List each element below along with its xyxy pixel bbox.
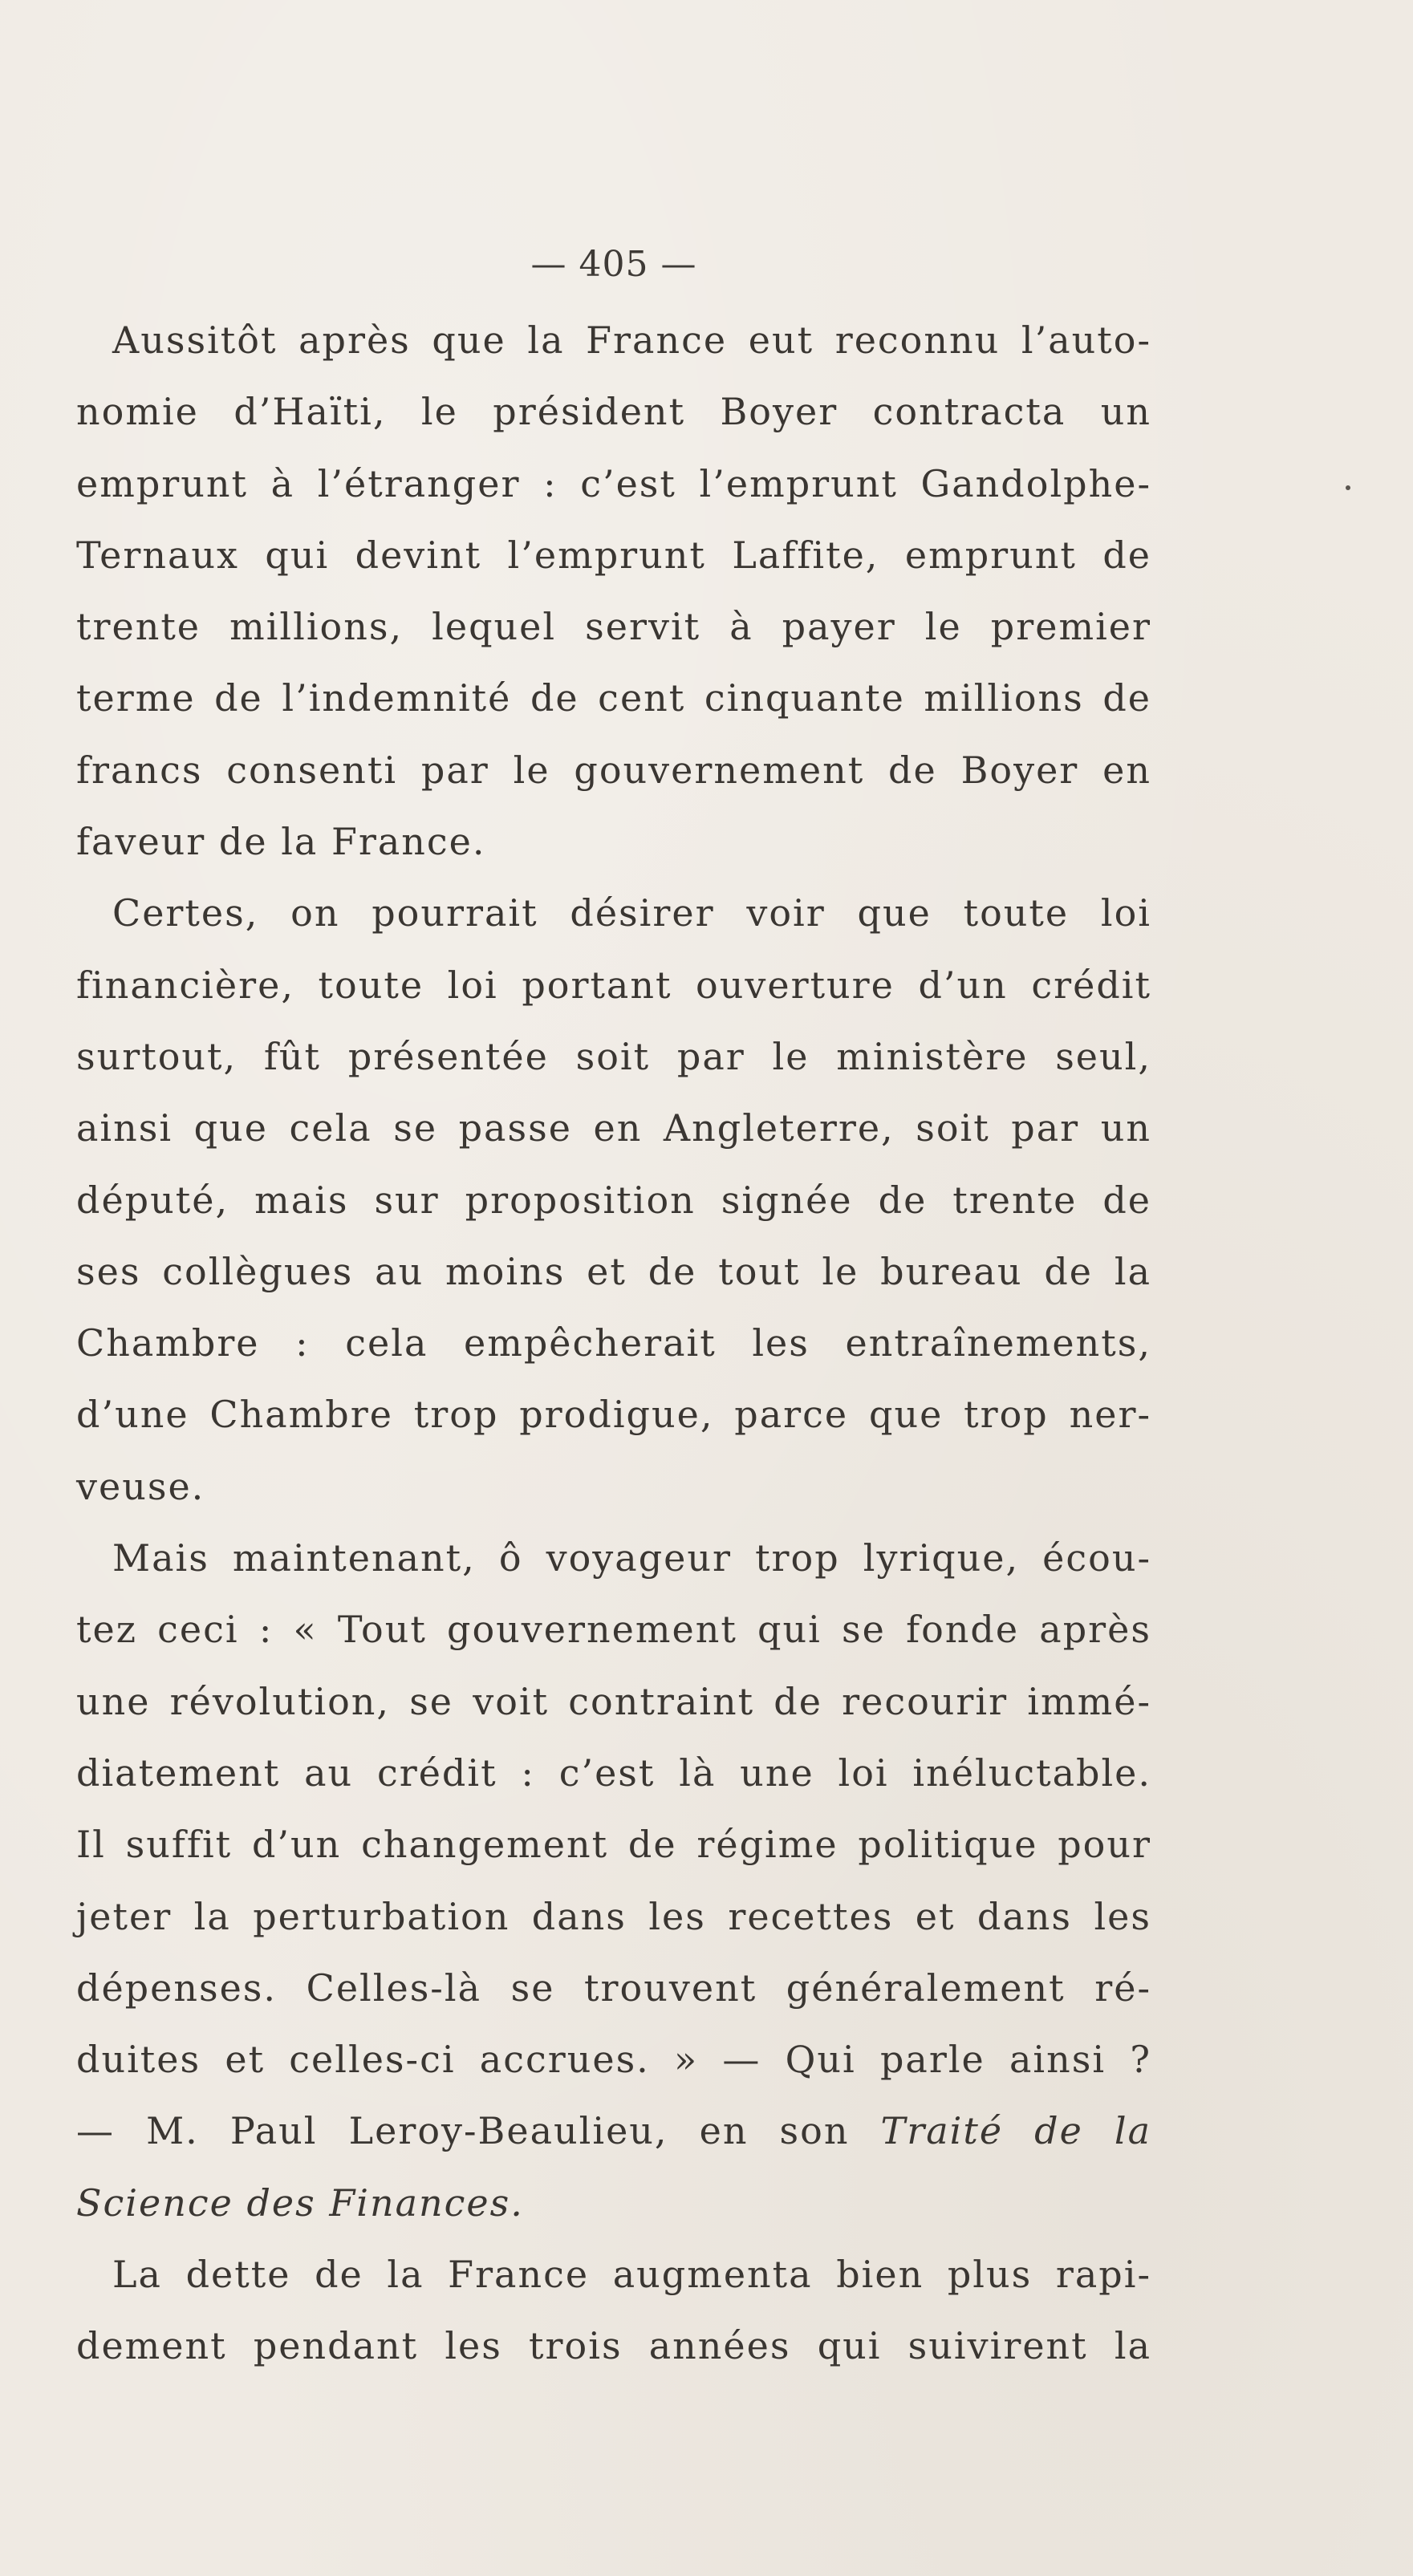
text-line (76, 2095, 1151, 2167)
text-line: Chambre : cela empêcherait les entraînements, (76, 1321, 1151, 1365)
text-line: surtout, fût présentée soit par le ministère seul, (76, 1034, 1151, 1078)
text-line: Ternaux qui devint l’emprunt Laffite, emprunt de (76, 533, 1151, 577)
text-line: ses collègues au moins et de tout le bureau de la (76, 1249, 1151, 1293)
text-line: ainsi que cela se passe en Angleterre, soit par un (76, 1106, 1151, 1150)
text-line: trente millions, lequel servit à payer le premier (76, 605, 1151, 649)
text-line: faveur de la France. (76, 820, 486, 864)
text-line: financière, toute loi portant ouverture d’un crédit (76, 963, 1151, 1007)
ink-speck (1346, 485, 1350, 490)
text-line-part: — M. Paul Leroy-Beaulieu, en son (76, 2109, 850, 2153)
text-line: Aussitôt après que la France eut reconnu l’auto- (112, 318, 1151, 362)
text-line: francs consenti par le gouvernement de Boyer en (76, 748, 1151, 792)
text-line: tez ceci : « Tout gouvernement qui se fonde après (76, 1608, 1151, 1652)
text-line: nomie d’Haïti, le président Boyer contracta un (76, 390, 1151, 434)
book-title-line: Science des Finances. (76, 2180, 524, 2225)
text-line: emprunt à l’étranger : c’est l’emprunt Gandolphe- (76, 461, 1151, 505)
text-line: une révolution, se voit contraint de recourir immé- (76, 1679, 1151, 1723)
text-line: duites et celles-ci accrues. » — Qui parle ainsi ? (76, 2038, 1151, 2082)
text-line: La dette de la France augmenta bien plus rapi- (112, 2253, 1151, 2297)
book-title-part: Traité de la (880, 2109, 1151, 2153)
page-number: — 405 — (530, 244, 697, 285)
text-line: Mais maintenant, ô voyageur trop lyrique, écou- (112, 1536, 1151, 1580)
text-line: Il suffit d’un changement de régime politique pour (76, 1823, 1151, 1867)
text-line: d’une Chambre trop prodigue, parce que trop ner- (76, 1393, 1151, 1437)
text-line: veuse. (76, 1464, 205, 1508)
text-line: diatement au crédit : c’est là une loi inéluctable. (76, 1750, 1151, 1795)
text-line: jeter la perturbation dans les recettes et dans les (76, 1894, 1151, 1938)
text-line: terme de l’indemnité de cent cinquante millions de (76, 676, 1151, 720)
text-line: dement pendant les trois années qui suivirent la (76, 2324, 1151, 2368)
text-line: dépenses. Celles-là se trouvent généralement ré- (76, 1965, 1151, 2010)
text-line: Certes, on pourrait désirer voir que toute loi (112, 891, 1151, 935)
text-line: député, mais sur proposition signée de trente de (76, 1178, 1151, 1222)
text-block (76, 225, 1151, 2383)
